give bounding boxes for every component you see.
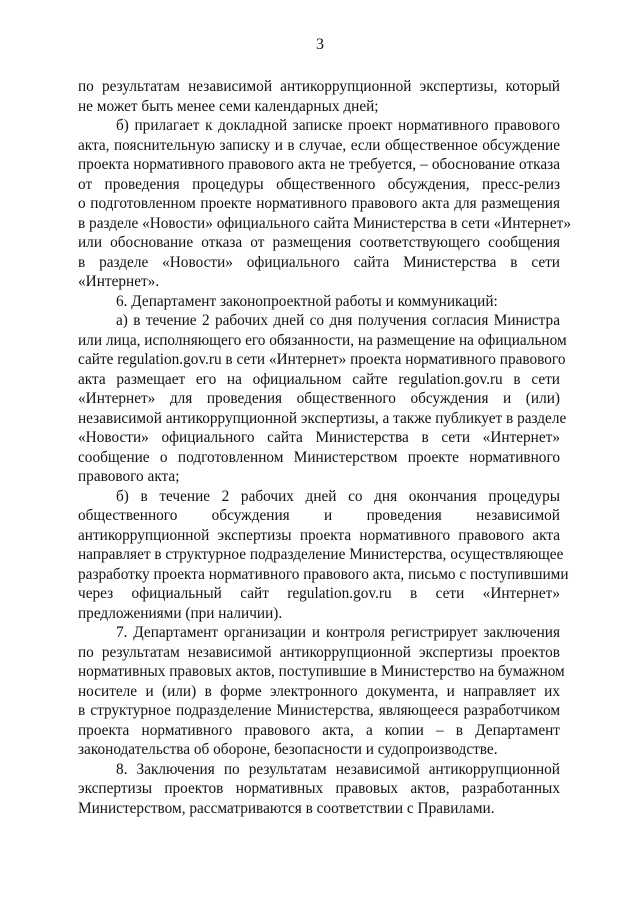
text-line: по результатам независимой антикоррупционной экспертизы проектов [78, 643, 560, 661]
text-line: правового акта; [78, 468, 180, 485]
text-line: или обоснование отказа от размещения соответствующего сообщения [78, 234, 560, 251]
text-line: акта, пояснительную записку и в случае, если общественное обсуждение [78, 136, 560, 154]
text-line: «Новости» официального сайта Министерства в сети «Интернет» [78, 429, 560, 446]
text-line: носителе и (или) в форме электронного документа, и направляет их [78, 682, 560, 700]
paragraph [78, 760, 560, 819]
text-line: разработку проекта нормативного правового акта, письмо с поступившими [78, 565, 569, 583]
text-line: б) в течение 2 рабочих дней со дня окончания процедуры [116, 487, 560, 505]
paragraph [78, 623, 565, 760]
text-line: общественного обсуждения и проведения независимой [78, 507, 560, 524]
text-line: сайте regulation.gov.ru в сети «Интернет» проекта нормативного правового [78, 351, 566, 368]
text-line: «Интернет». [78, 273, 160, 290]
text-line: 8. Заключения по результатам независимой антикоррупционной [116, 760, 560, 778]
text-line: независимой антикоррупционной экспертизы, а также публикует в разделе [78, 409, 567, 427]
text-line: проекта нормативного правового акта не требуется, – обоснование отказа [78, 156, 560, 173]
text-line: или лица, исполняющего его обязанности, на размещение на официальном [78, 331, 567, 349]
text-line: о подготовленном проекте нормативного правового акта для размещения [78, 195, 560, 212]
text-line: в разделе «Новости» официального сайта Министерства в сети «Интернет» [78, 214, 571, 232]
paragraph [78, 292, 560, 312]
text-line: через официальный сайт regulation.gov.ru в сети «Интернет» [78, 585, 560, 602]
text-line: сообщение о подготовленном Министерством проекте нормативного [78, 448, 560, 466]
text-line: по результатам независимой антикоррупционной экспертизы, который [78, 78, 560, 95]
text-line: в разделе «Новости» официального сайта Министерства в сети [78, 253, 560, 271]
text-line: 7. Департамент организации и контроля регистрирует заключения [116, 624, 560, 641]
text-line: нормативных правовых актов, поступившие в Министерство на бумажном [78, 663, 565, 680]
text-line: Министерством, рассматриваются в соответствии с Правилами. [78, 799, 495, 817]
text-line: «Интернет» для проведения общественного обсуждения и (или) [78, 390, 560, 407]
text-line: предложениями (при наличии). [78, 604, 283, 622]
text-line: направляет в структурное подразделение Министерства, осуществляющее [78, 546, 564, 563]
page-number: 3 [316, 36, 324, 53]
text-line: антикоррупционной экспертизы проекта нормативного правового акта [78, 526, 560, 544]
paragraph [78, 487, 569, 624]
paragraph [78, 116, 571, 292]
document-body [78, 77, 571, 818]
paragraph [78, 311, 567, 487]
paragraph [78, 77, 560, 116]
text-line: акта размещает его на официальном сайте regulation.gov.ru в сети [78, 370, 560, 388]
text-line: 6. Департамент законопроектной работы и коммуникаций: [116, 292, 498, 310]
text-line: б) прилагает к докладной записке проект нормативного правового [116, 117, 560, 134]
text-line: от проведения процедуры общественного обсуждения, пресс-релиз [78, 175, 560, 193]
text-line: не может быть менее семи календарных дней; [78, 97, 379, 115]
text-line: проекта нормативного правового акта, а копии – в Департамент [78, 721, 560, 739]
text-line: в структурное подразделение Министерства, являющееся разработчиком [78, 702, 560, 719]
text-line: экспертизы проектов нормативных правовых актов, разработанных [78, 780, 560, 797]
text-line: законодательства об обороне, безопасности и судопроизводстве. [78, 741, 498, 758]
text-line: а) в течение 2 рабочих дней со дня получения согласия Министра [116, 312, 560, 329]
